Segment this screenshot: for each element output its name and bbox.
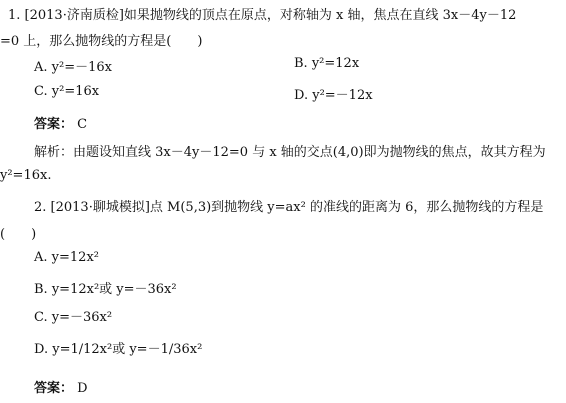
q1-answer-value: C	[77, 117, 88, 132]
q1-number: 1.	[8, 8, 21, 23]
q2-answer	[34, 377, 88, 396]
q2-option-b: B. y=12x²或 y=－36x²	[34, 282, 177, 297]
q1-option-b: B. y²=12x	[294, 56, 360, 71]
q2-answer-value: D	[77, 381, 88, 396]
q2-stem-line2: ( )	[0, 227, 37, 242]
q2-option-c: C. y=－36x²	[34, 310, 113, 325]
q2-number: 2.	[34, 200, 47, 215]
q1-answer-label: 答案：	[34, 117, 74, 132]
q1-stem-line2: =0 上，那么抛物线的方程是( )	[0, 34, 203, 49]
q2-option-a: A. y=12x²	[34, 250, 99, 265]
q2-stem-line1: [2013·聊城模拟]点 M(5,3)到抛物线 y=ax² 的准线的距离为 6，那么抛物线的方程是	[50, 200, 544, 215]
q1-analysis-line2: y²=16x.	[0, 168, 52, 183]
q1-option-d: D. y²=－12x	[294, 88, 373, 103]
q1-line1	[8, 4, 516, 23]
q2-line1	[34, 196, 543, 215]
q1-answer	[34, 113, 87, 132]
q2-option-d: D. y=1/12x²或 y=－1/36x²	[34, 342, 203, 357]
q1-option-a: A. y²=－16x	[34, 60, 112, 75]
q1-analysis-line1: 解析：由题设知直线 3x－4y－12=0 与 x 轴的交点(4,0)即为抛物线的焦点，故其方程为	[34, 145, 546, 160]
q2-answer-label: 答案：	[34, 381, 74, 396]
q1-stem-line1: [2013·济南质检]如果抛物线的顶点在原点，对称轴为 x 轴，焦点在直线 3x－4y－12	[24, 8, 517, 23]
q1-option-c: C. y²=16x	[34, 84, 100, 99]
